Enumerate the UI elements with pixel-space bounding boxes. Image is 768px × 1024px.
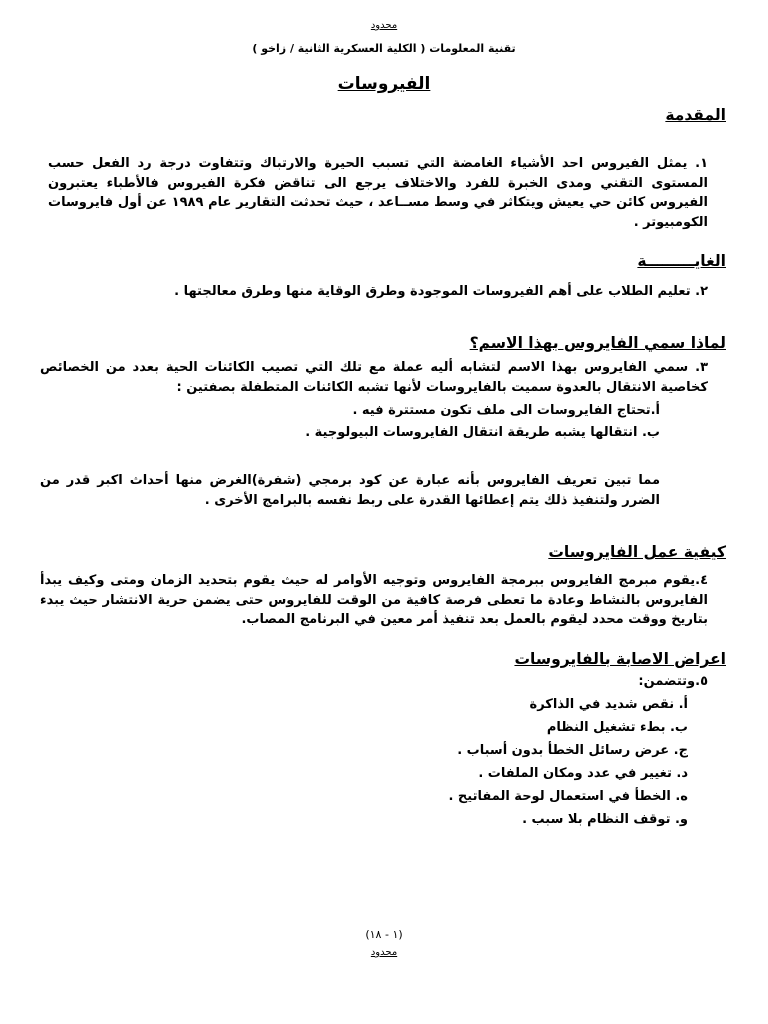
intro-paragraph [48,154,708,232]
naming-item-b: ب. انتقالها يشبه طريقة انتقال الفايروسات البيولوجية . [305,425,660,440]
symptoms-lead: ٥.وتتضمن: [638,674,708,689]
symptom-item-d: د. تغيير في عدد ومكان الملفات . [478,766,688,781]
intro-paragraph-text: ١. يمثل الفيروس احد الأشياء الغامضة التي تسبب الحيرة والارتباك وتتفاوت درجة رد الفعل حسب المستوى التقني ومدى الخبرة للفرد والاختلاف يرجع الى تناقض فكرة الفيروس فالأطباء يعتبرون الفيروس كائن حي يعيش ويتكاثر في وسط مســاعد ، حيث تحدثت التقارير عام ١٩٨٩ عن أول فايروسات الكومبيوتر . [48,156,708,230]
symptom-item-b: ب. بطء تشغيل النظام [546,720,688,735]
symptom-item-c: ج. عرض رسائل الخطأ بدون أسباب . [457,743,688,758]
aim-paragraph: ٢. تعليم الطلاب على أهم الفيروسات الموجودة وطرق الوقاية منها وطرق معالجتها . [174,284,708,299]
symptom-item-e: ه. الخطأ في استعمال لوحة المفاتيح . [448,789,688,804]
section-heading-working: كيفية عمل الفايروسات [548,543,726,561]
course-header: تقنية المعلومات ( الكلية العسكرية الثانية / زاخو ) [252,42,516,55]
working-paragraph-text: ٤.يقوم مبرمج الفايروس ببرمجة الفايروس وتوجيه الأوامر له حيث يقوم بتحديد الزمان ومتى وكيف يبدأ الفايروس بالنشاط وعادة ما تعطى فرصة كافية من الوقت للفايروس حتى يضمن حرية الانتشار حيث يبدء بتاريخ ووقت محدد ليقوم بالعمل بعد تنفيذ أمر معين في البرنامج المصاب. [40,573,708,627]
symptom-item-a: أ. نقص شديد في الذاكرة [529,697,688,712]
classification-marking-bottom: محدود [370,947,398,958]
page-number: (١ - ١٨) [365,928,403,941]
working-paragraph [40,571,708,630]
section-heading-intro: المقدمة [665,106,726,124]
naming-item-a: أ.تحتاج الفايروسات الى ملف تكون مستترة فيه . [352,403,660,418]
naming-conclusion [40,471,660,510]
section-heading-symptoms: اعراض الاصابة بالفايروسات [514,650,726,668]
naming-conclusion-text: مما تبين تعريف الفايروس بأنه عبارة عن كود برمجي (شفرة)الغرض منها أحداث اكبر قدر من الضرر ولتنفيذ ذلك يتم إعطائها القدرة على ربط نفسه بالبرامج الأخرى . [40,473,660,508]
section-heading-aim: الغايـــــــــة [637,252,726,270]
classification-marking-top: محدود [370,20,398,31]
symptom-item-f: و. توقف النظام بلا سبب . [522,812,688,827]
section-heading-naming: لماذا سمي الفايروس بهذا الاسم؟ [469,334,726,352]
document-title: الفيروسات [337,74,431,94]
naming-paragraph-text: ٣. سمي الفايروس بهذا الاسم لتشابه أليه عملة مع تلك التي تصيب الكائنات الحية بعدد من الخصائص كخاصية الانتقال بالعدوة سميت بالفايروسات لأنها تشبه الكائنات المتطفلة بصفتين : [40,360,708,395]
naming-paragraph [40,358,708,397]
